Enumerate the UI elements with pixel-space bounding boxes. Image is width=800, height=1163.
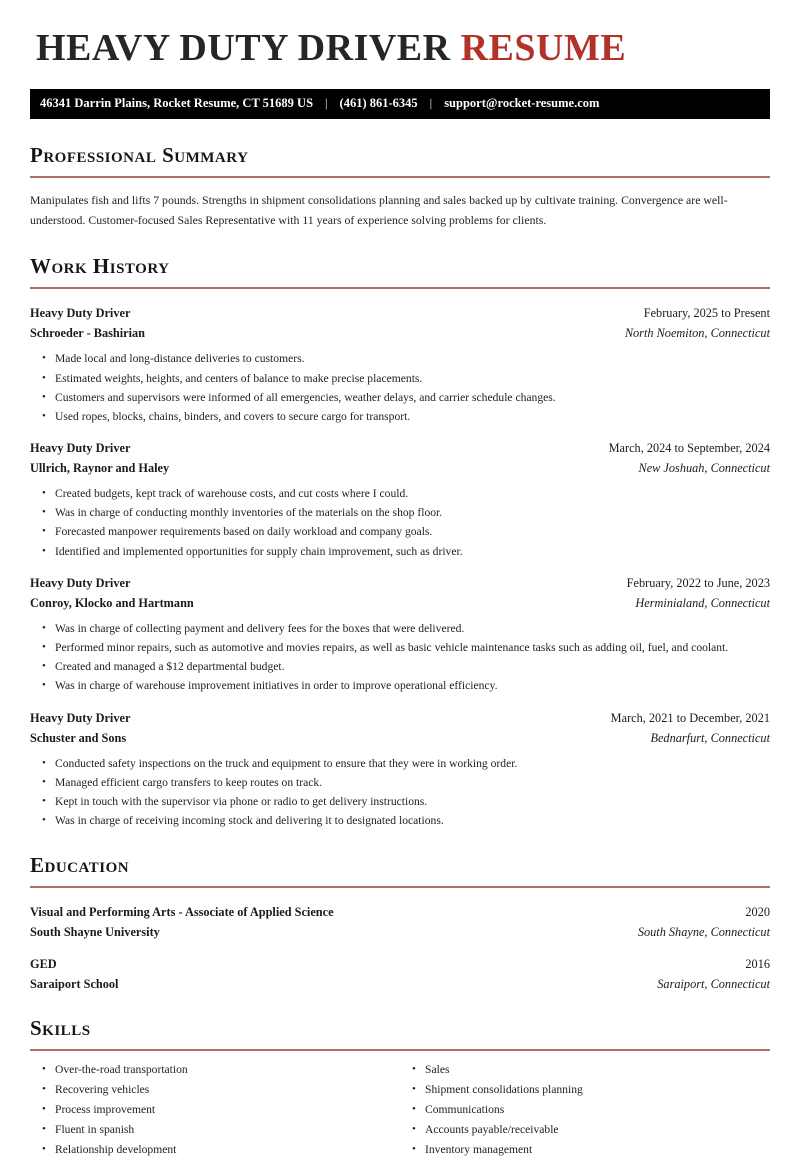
education-year: 2020 — [745, 904, 770, 919]
skill-item: • Process improvement — [55, 1103, 400, 1118]
contact-phone: (461) 861-6345 — [339, 96, 418, 111]
education-subheader-row — [30, 977, 770, 992]
section-professional-summary — [30, 143, 770, 231]
job-dates: February, 2025 to Present — [643, 306, 770, 321]
job-bullet: • Made local and long-distance deliveries to customers. — [55, 352, 770, 367]
job-entry — [30, 711, 770, 829]
skill-item: • Accounts payable/receivable — [425, 1123, 770, 1138]
job-title: Heavy Duty Driver — [30, 306, 131, 321]
job-dates: March, 2024 to September, 2024 — [608, 441, 770, 456]
skills-list — [400, 1063, 770, 1158]
job-title: Heavy Duty Driver — [30, 711, 131, 726]
education-entry — [30, 905, 770, 940]
summary-text: Manipulates fish and lifts 7 pounds. Strengths in shipment consolidations planning and sales backed up by cultivate training. Convergence are well-understood. Customer-focused Sales Representative with 11 years of experience solving problems for clients. — [30, 192, 728, 227]
job-company: Schuster and Sons — [30, 731, 127, 746]
job-title: Heavy Duty Driver — [30, 576, 131, 591]
job-location: Bednarfurt, Connecticut — [650, 731, 770, 746]
job-company: Schroeder - Bashirian — [30, 326, 146, 341]
skill-item: • Sales — [425, 1063, 770, 1078]
page-title — [36, 28, 770, 70]
job-bullet: • Created and managed a $12 departmental budget. — [55, 660, 770, 675]
page-title-primary: HEAVY DUTY DRIVER — [36, 27, 451, 69]
job-bullet: • Estimated weights, heights, and centers of balance to make precise placements. — [55, 372, 770, 387]
job-entry — [30, 576, 770, 694]
job-header-row — [30, 306, 770, 321]
contact-email: support@rocket-resume.com — [444, 96, 600, 111]
job-subheader-row — [30, 461, 770, 476]
job-bullet: • Identified and implemented opportunities for supply chain improvement, such as driver. — [55, 545, 770, 560]
skill-item: • Fluent in spanish — [55, 1123, 400, 1138]
job-dates: February, 2022 to June, 2023 — [626, 576, 770, 591]
education-school: South Shayne University — [30, 924, 160, 939]
skill-item: • Communications — [425, 1103, 770, 1118]
job-bullet: • Was in charge of warehouse improvement initiatives in order to improve operational efficiency. — [55, 679, 770, 694]
job-subheader-row — [30, 596, 770, 611]
job-bullet: • Forecasted manpower requirements based on daily workload and company goals. — [55, 525, 770, 540]
education-entry — [30, 957, 770, 992]
education-header-row — [30, 957, 770, 972]
job-entry — [30, 441, 770, 559]
skills-column-left — [30, 1063, 400, 1163]
job-header-row — [30, 441, 770, 456]
job-subheader-row — [30, 731, 770, 746]
skill-item: • Shipment consolidations planning — [425, 1083, 770, 1098]
contact-separator: | — [429, 96, 433, 111]
job-bullet: • Was in charge of conducting monthly inventories of the materials on the shop floor. — [55, 506, 770, 521]
skills-list — [30, 1063, 400, 1158]
job-bullet: • Performed minor repairs, such as automotive and movies repairs, as well as basic vehicle maintenance tasks such as adding oil, fuel, and coolant. — [55, 641, 770, 656]
education-degree: Visual and Performing Arts - Associate of Applied Science — [30, 904, 334, 919]
skill-item: • Recovering vehicles — [55, 1083, 400, 1098]
job-bullet: • Customers and supervisors were informed of all emergencies, weather delays, and carrier schedule changes. — [55, 391, 770, 406]
section-education — [30, 853, 770, 992]
job-location: New Joshuah, Connecticut — [638, 461, 770, 476]
job-entry — [30, 306, 770, 424]
section-work-history — [30, 254, 770, 829]
skills-heading: Skills — [30, 1016, 770, 1051]
job-bullet-list — [30, 352, 770, 424]
skill-item: • Relationship development — [55, 1143, 400, 1158]
job-bullet: • Used ropes, blocks, chains, binders, and covers to secure cargo for transport. — [55, 410, 770, 425]
education-location: South Shayne, Connecticut — [637, 924, 770, 939]
work-history-heading: Work History — [30, 254, 770, 289]
skills-column-right — [400, 1063, 770, 1163]
skills-lists — [30, 1063, 770, 1163]
education-location: Saraiport, Connecticut — [657, 976, 770, 991]
job-company: Conroy, Klocko and Hartmann — [30, 596, 194, 611]
section-skills — [30, 1016, 770, 1163]
job-bullet: • Was in charge of collecting payment and delivery fees for the boxes that were delivered. — [55, 622, 770, 637]
contact-separator: | — [325, 96, 328, 111]
job-bullet: • Managed efficient cargo transfers to keep routes on track. — [55, 776, 770, 791]
job-company: Ullrich, Raynor and Haley — [30, 461, 170, 476]
skill-item: • Over-the-road transportation — [55, 1063, 400, 1078]
page-title-accent: RESUME — [460, 27, 627, 69]
job-location: Herminialand, Connecticut — [635, 596, 770, 611]
job-subheader-row — [30, 326, 770, 341]
job-bullet: • Conducted safety inspections on the truck and equipment to ensure that they were in working order. — [55, 757, 770, 772]
skill-item: • Inventory management — [425, 1143, 770, 1158]
summary-heading: Professional Summary — [30, 143, 770, 178]
education-subheader-row — [30, 925, 770, 940]
job-bullet: • Was in charge of receiving incoming stock and delivering it to designated locations. — [55, 814, 770, 829]
education-year: 2016 — [745, 956, 770, 971]
job-dates: March, 2021 to December, 2021 — [610, 711, 770, 726]
job-bullet-list — [30, 487, 770, 559]
job-bullet: • Created budgets, kept track of warehouse costs, and cut costs where I could. — [55, 487, 770, 502]
education-header-row — [30, 905, 770, 920]
job-header-row — [30, 711, 770, 726]
job-header-row — [30, 576, 770, 591]
job-bullet: • Kept in touch with the supervisor via phone or radio to get delivery instructions. — [55, 795, 770, 810]
contact-address: 46341 Darrin Plains, Rocket Resume, CT 51689 US — [40, 96, 314, 111]
contact-bar — [30, 89, 770, 119]
job-bullet-list — [30, 757, 770, 829]
job-title: Heavy Duty Driver — [30, 441, 131, 456]
job-location: North Noemiton, Connecticut — [624, 326, 770, 341]
education-degree: GED — [30, 956, 57, 971]
job-bullet-list — [30, 622, 770, 694]
education-heading: Education — [30, 853, 770, 888]
education-school: Saraiport School — [30, 976, 119, 991]
